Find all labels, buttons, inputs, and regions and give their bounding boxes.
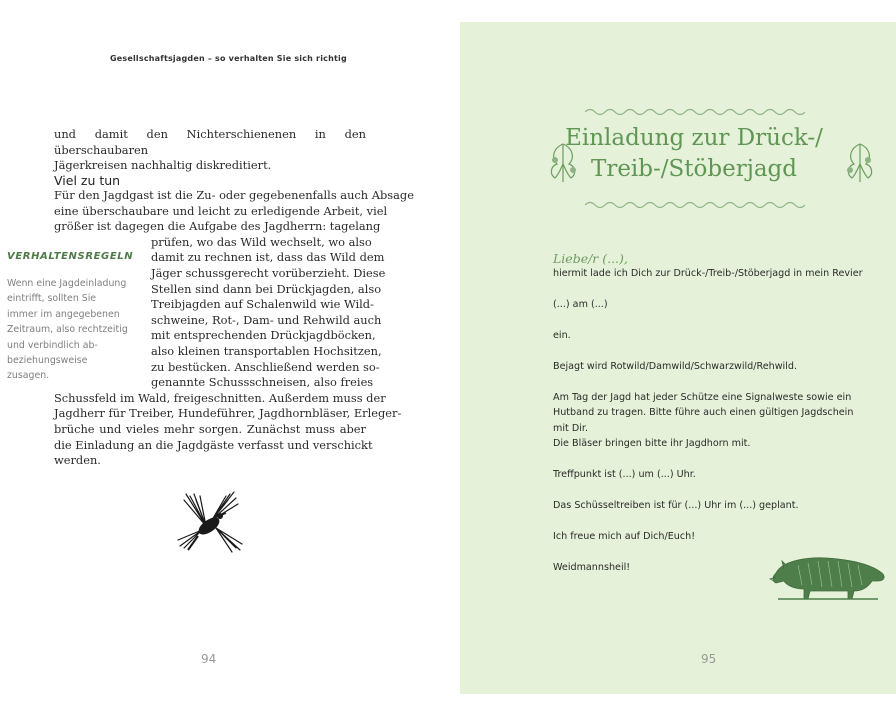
sidebar-text (7, 276, 132, 384)
letter-line: Am Tag der Jagd hat jeder Schütze eine Signalweste sowie ein (553, 392, 852, 403)
text-line: Jägerkreisen nachhaltig diskreditiert. (54, 158, 272, 173)
letter-greeting: Liebe/r (...), (553, 251, 628, 266)
page-number: 95 (701, 652, 717, 666)
text-line: brüche und vieles mehr sorgen. Zunächst muss aber (54, 421, 366, 436)
text-line: genannte Schussschneisen, also freies (151, 375, 374, 390)
sidebar-line: immer im angegebenen (7, 308, 120, 320)
oak-leaf-ornament-icon (545, 140, 583, 184)
title-line: Einladung zur Drück-/ (565, 125, 823, 151)
text-line: die Einladung an die Jagdgäste verfasst und verschickt (54, 437, 373, 452)
oak-leaf-ornament-icon (840, 140, 878, 184)
text-line: Jagdherr für Treiber, Hundeführer, Jagdhornbläser, Erleger- (54, 406, 402, 421)
letter-line: Die Bläser bringen bitte ihr Jagdhorn mit. (553, 438, 751, 449)
text-line: werden. (54, 453, 101, 468)
sidebar-heading: VERHALTENSREGELN (7, 251, 134, 262)
letter-line: (...) am (...) (553, 299, 608, 310)
text-line: und damit den Nichterschienenen in den überschaubaren (54, 127, 366, 157)
page-number: 94 (201, 652, 217, 666)
sidebar-line: und verbindlich ab- (7, 339, 98, 351)
text-line: prüfen, wo das Wild wechselt, wo also (151, 234, 372, 249)
text-line: eine überschaubare und leicht zu erledigende Arbeit, viel (54, 203, 388, 218)
text-line: Für den Jagdgast ist die Zu- oder gegebenenfalls auch Absage (54, 188, 414, 202)
letter-line: Treffpunkt ist (...) um (...) Uhr. (553, 469, 696, 480)
text-line: mit entsprechenden Drückjagdböcken, (151, 328, 376, 343)
text-line: größer ist dagegen die Aufgabe des Jagdherrn: tagelang (54, 219, 381, 234)
text-line: damit zu rechnen ist, dass das Wild dem (151, 250, 385, 265)
section-heading: Viel zu tun (54, 173, 121, 188)
text-line: Schussfeld im Wald, freigeschnitten. Außerdem muss der (54, 390, 386, 405)
letter-line: mit Dir. (553, 423, 588, 434)
sidebar-line: Zeitraum, also rechtzeitig (7, 324, 128, 336)
text-line: also kleinen transportablen Hochsitzen, (151, 343, 382, 358)
letter-line: Bejagt wird Rotwild/Damwild/Schwarzwild/Rehwild. (553, 361, 798, 372)
text-line: schweine, Rot-, Dam- und Rehwild auch (151, 312, 382, 327)
text-line: zu bestücken. Anschließend werden so- (151, 359, 380, 374)
intro-paragraph (54, 127, 366, 174)
letter-line: hiermit lade ich Dich zur Drück-/Treib-/Stöberjagd in mein Revier (553, 268, 863, 279)
text-line: Stellen sind dann bei Drückjagden, also (151, 281, 382, 296)
sidebar-line: eintrifft, sollten Sie (7, 293, 97, 305)
text-line: Jäger schussgerecht vorüberzieht. Diese (151, 265, 386, 280)
running-head: Gesellschaftsjagden – so verhalten Sie sich richtig (110, 54, 347, 63)
sidebar-line: beziehungsweise zusagen. (7, 355, 88, 382)
sidebar-line: Wenn eine Jagdeinladung (7, 278, 127, 289)
letter-line: Hutband zu tragen. Bitte führe auch einen gültigen Jagdschein (553, 407, 854, 418)
wild-boar-illustration (768, 551, 888, 603)
letter-line: Das Schüsseltreiben ist für (...) Uhr im (...) geplant. (553, 500, 799, 511)
letter-line: Ich freue mich auf Dich/Euch! (553, 531, 696, 542)
text-line: Treibjagden auf Schalenwild wie Wild- (151, 297, 374, 312)
pheasant-illustration (176, 486, 248, 556)
letter-title (560, 123, 828, 185)
letter-line: ein. (553, 330, 571, 341)
letter-line: Weidmannsheil! (553, 562, 631, 573)
title-line: Treib-/Stöberjagd (590, 156, 797, 182)
wave-divider-bottom (585, 200, 805, 210)
wave-divider-top (585, 107, 805, 117)
